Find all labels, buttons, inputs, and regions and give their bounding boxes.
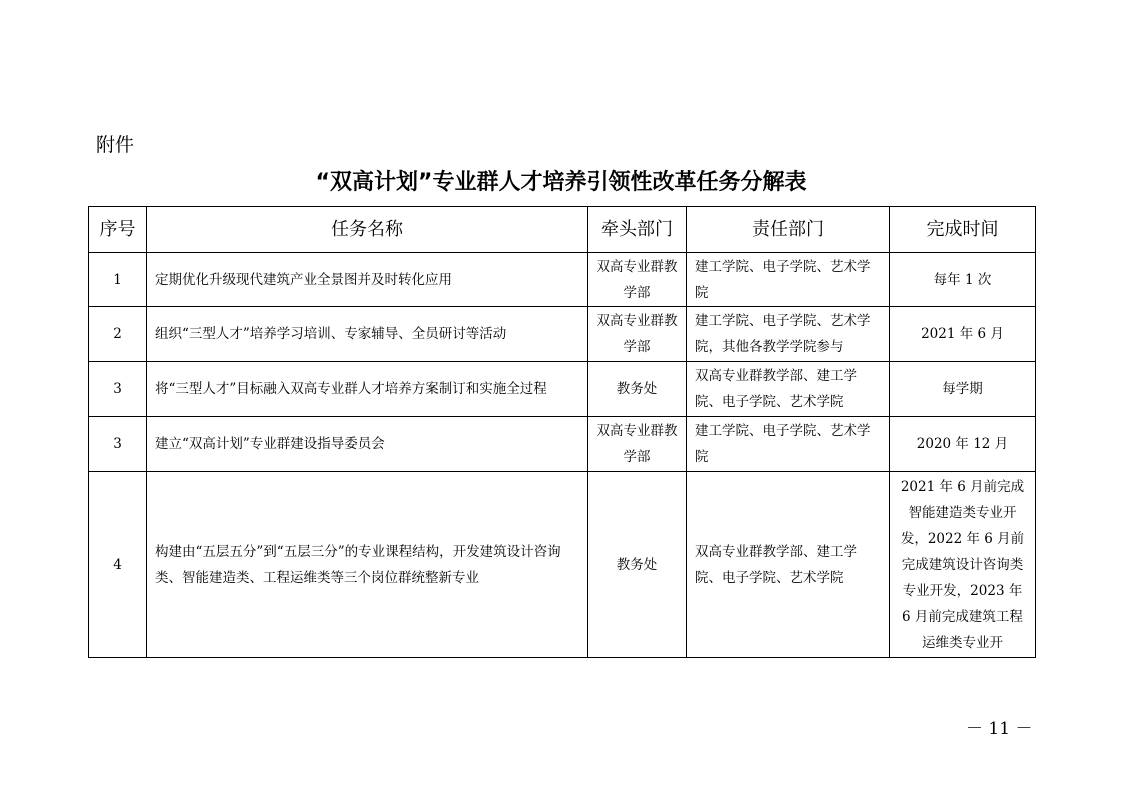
cell-time: 2021 年 6 月: [890, 307, 1036, 362]
cell-lead: 双高专业群教学部: [588, 253, 687, 307]
header-seq: 序号: [89, 207, 147, 253]
page-title: “双高计划”专业群人才培养引领性改革任务分解表: [315, 170, 807, 195]
cell-resp: 建工学院、电子学院、艺术学院: [687, 253, 890, 307]
task-table: [88, 206, 1036, 658]
cell-lead: 教务处: [588, 362, 687, 417]
cell-seq: 3: [89, 362, 147, 417]
page-number: － 11 －: [966, 719, 1033, 739]
cell-lead: 双高专业群教学部: [588, 417, 687, 472]
cell-time: 2020 年 12 月: [890, 417, 1036, 472]
table-row: [89, 307, 1036, 362]
cell-task: 将“三型人才”目标融入双高专业群人才培养方案制订和实施全过程: [147, 362, 588, 417]
cell-resp: 双高专业群教学部、建工学院、电子学院、艺术学院: [687, 362, 890, 417]
cell-time: 每年 1 次: [890, 253, 1036, 307]
table-row: [89, 253, 1036, 307]
header-lead: 牵头部门: [588, 207, 687, 253]
header-task: 任务名称: [147, 207, 588, 253]
cell-task: 建立“双高计划”专业群建设指导委员会: [147, 417, 588, 472]
cell-task: 构建由“五层五分”到“五层三分”的专业课程结构，开发建筑设计咨询类、智能建造类、工程运维类等三个岗位群统整新专业: [147, 472, 588, 658]
cell-time: 2021 年 6 月前完成智能建造类专业开发，2022 年 6 月前完成建筑设计咨询类专业开发，2023 年 6 月前完成建筑工程运维类专业开: [890, 472, 1036, 658]
cell-task: 组织“三型人才”培养学习培训、专家辅导、全员研讨等活动: [147, 307, 588, 362]
table-header-row: [89, 207, 1036, 253]
cell-lead: 教务处: [588, 472, 687, 658]
cell-seq: 3: [89, 417, 147, 472]
table-row: [89, 472, 1036, 658]
cell-lead: 双高专业群教学部: [588, 307, 687, 362]
cell-seq: 2: [89, 307, 147, 362]
table-row: [89, 362, 1036, 417]
header-resp: 责任部门: [687, 207, 890, 253]
cell-task: 定期优化升级现代建筑产业全景图并及时转化应用: [147, 253, 588, 307]
cell-resp: 双高专业群教学部、建工学院、电子学院、艺术学院: [687, 472, 890, 658]
cell-seq: 1: [89, 253, 147, 307]
attachment-label: 附件: [96, 134, 135, 156]
header-time: 完成时间: [890, 207, 1036, 253]
table-row: [89, 417, 1036, 472]
cell-resp: 建工学院、电子学院、艺术学院: [687, 417, 890, 472]
cell-resp: 建工学院、电子学院、艺术学院，其他各教学学院参与: [687, 307, 890, 362]
cell-time: 每学期: [890, 362, 1036, 417]
cell-seq: 4: [89, 472, 147, 658]
